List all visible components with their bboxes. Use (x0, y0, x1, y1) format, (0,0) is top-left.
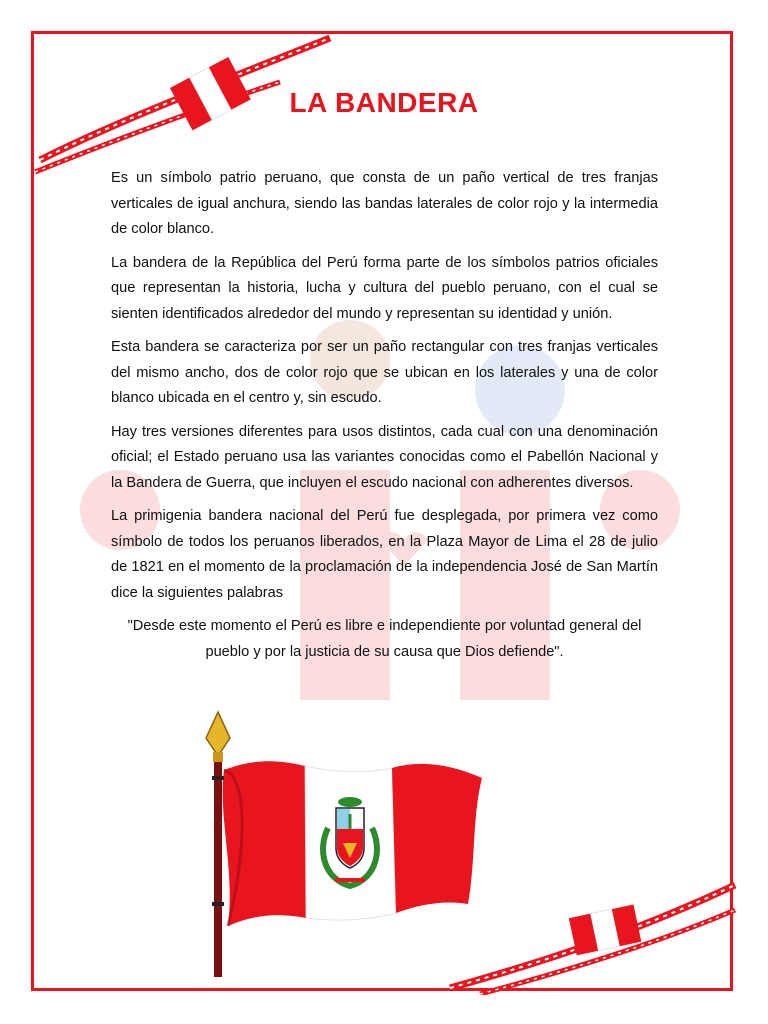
page-title: LA BANDERA (289, 87, 479, 118)
san-martin-quote: "Desde este momento el Perú es libre e independiente por voluntad general del pueblo y por la justicia de su causa que Dios defiende". (127, 618, 642, 660)
paragraph-5: La primigenia bandera nacional del Perú fue desplegada, por primera vez como símbolo de todos los peruanos liberados, en la Plaza Mayor de Lima el 28 de julio de 1821 en el momento de la proclamación de la independencia José de San Martín dice la siguientes palabras (111, 508, 658, 601)
flag-cloth-right (392, 764, 482, 913)
flag-pole (214, 762, 222, 977)
flag-cloth-left (223, 761, 306, 926)
spear-tip (206, 712, 230, 756)
paragraph-2: La bandera de la República del Perú forma parte de los símbolos patrios oficiales que representan la historia, lucha y cultura del pueblo peruano, con el cual se sienten identificados alrededor del mundo y representan su identidad y unión. (111, 254, 658, 322)
peru-flag-illustration (200, 708, 500, 978)
paragraph-3: Esta bandera se caracteriza por ser un paño rectangular con tres franjas verticales del mismo ancho, dos de color rojo que se ubican en los laterales y una de color blanco ubicada en el centro y, sin escudo. (111, 339, 658, 406)
paragraph-1: Es un símbolo patrio peruano, que consta de un paño vertical de tres franjas verticales de igual anchura, siendo las bandas laterales de color rojo y la intermedia de color blanco. (111, 170, 658, 237)
paragraph-4: Hay tres versiones diferentes para usos distintos, cada cual con una denominación oficial; el Estado peruano usa las variantes conocidas como el Pabellón Nacional y la Bandera de Guerra, que incluyen el escudo nacional con adherentes diversos. (111, 423, 658, 491)
body-text (111, 166, 658, 673)
